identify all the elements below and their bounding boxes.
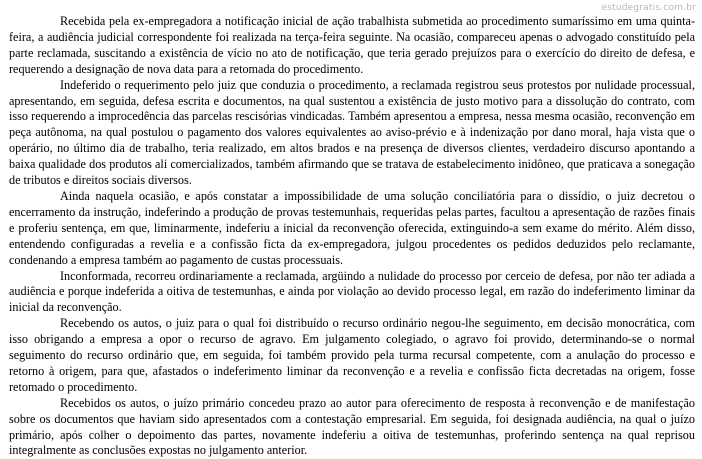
paragraph-2: Indeferido o requerimento pelo juiz que conduzia o procedimento, a reclamada registrou seus protestos por nulidade processual, apresentando, em seguida, defesa escrita e documentos, na qual sustentou a existência de justo motivo para a dissolução do contrato, com isso requerendo a improcedência das parcelas rescisórias vindicadas. Também apresentou a empresa, nessa mesma ocasião, reconvenção em peça autônoma, na qual postulou o pagamento dos valores equivalentes ao aviso-prévio e à indenização por dano moral, haja vista que o operário, no último dia de trabalho, teria realizado, em altos brados e na presença de diversos clientes, verdadeiro discurso apontando a baixa qualidade dos produtos ali comercializados, também afirmando que se tratava de estabelecimento inidôneo, que praticava a sonegação de tributos e direitos sociais diversos.: [9, 77, 695, 188]
paragraph-3: Ainda naquela ocasião, e após constatar a impossibilidade de uma solução conciliatória para o dissídio, o juiz decretou o encerramento da instrução, indeferindo a produção de provas testemunhais, requeridas pelas partes, facultou a apresentação de razões finais e proferiu sentença, em que, liminarmente, indeferiu a inicial da reconvenção oferecida, extinguindo-a sem exame do mérito. Além disso, entendendo configuradas a revelia e a confissão ficta da ex-empregadora, julgou procedentes os pedidos deduzidos pelo reclamante, condenando a empresa também ao pagamento de custas processuais.: [9, 188, 695, 267]
site-watermark: estudegratis.com.br: [601, 3, 696, 13]
document-body: [9, 14, 695, 459]
paragraph-1: Recebida pela ex-empregadora a notificação inicial de ação trabalhista submetida ao procedimento sumaríssimo em uma quinta-feira, a audiência judicial correspondente foi realizada na terça-feira seguinte. Na ocasião, compareceu apenas o advogado constituído pela parte reclamada, suscitando a existência de vício no ato de notificação, que teria gerado prejuízos para o exercício do direito de defesa, e requerendo a designação de nova data para a retomada do procedimento.: [9, 14, 695, 76]
paragraph-6: Recebidos os autos, o juízo primário concedeu prazo ao autor para oferecimento de resposta à reconvenção e de manifestação sobre os documentos que haviam sido apresentados com a contestação empresarial. Em seguida, foi designada audiência, na qual o juízo primário, após colher o depoimento das partes, novamente indeferiu a oitiva de testemunhas, proferindo sentença na qual reprisou integralmente as conclusões expostas no julgamento anterior.: [9, 395, 695, 458]
paragraph-5: Recebendo os autos, o juiz para o qual foi distribuído o recurso ordinário negou-lhe seguimento, em decisão monocrática, com isso obrigando a empresa a opor o recurso de agravo. Em julgamento colegiado, o agravo foi provido, determinando-se o normal seguimento do recurso ordinário que, em seguida, foi também provido pela turma recursal competente, com a anulação do processo e retorno à origem, para que, afastados o indeferimento liminar da reconvenção e a revelia e confissão ficta decretadas na origem, fosse retomado o procedimento.: [9, 316, 695, 394]
paragraph-4: Inconformada, recorreu ordinariamente a reclamada, argüindo a nulidade do processo por cerceio de defesa, por não ter adiada a audiência e porque indeferida a oitiva de testemunhas, e ainda por violação ao devido processo legal, em razão do indeferimento liminar da inicial da reconvenção.: [9, 268, 695, 315]
